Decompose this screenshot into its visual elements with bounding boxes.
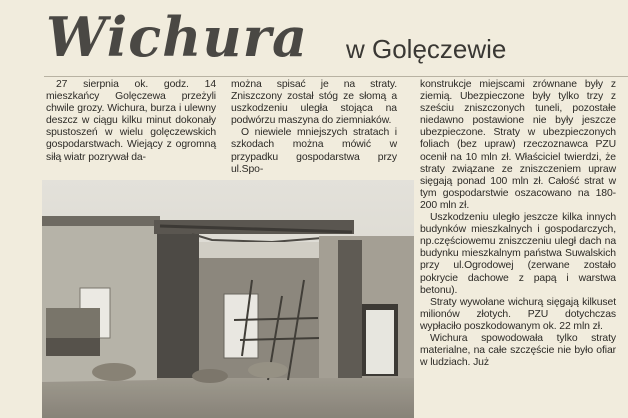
headline-secondary: w Golęczewie — [346, 34, 507, 64]
paragraph: Wichura spowodowała tylko straty materialne, na całe szczęście nie było ofiar w ludziach. Już — [420, 332, 616, 369]
article-column-2 — [231, 79, 397, 176]
paragraph: O niewiele mniejszych stratach i szkodach można mówić w przypadku gospodarstwa przy ul.Spo- — [231, 127, 397, 175]
paragraph: 27 sierpnia ok. godz. 14 mieszkańcy Golęczewa przeżyli chwile grozy. Wichura, burza i ulewny deszcz w ciągu kilku minut dokonały spustoszeń w wielu golęczewskich gospodarstwach. Wiejący z ogromną siłą wiatr pozrywał da- — [46, 79, 216, 163]
paragraph: konstrukcje miejscami zrównane były z ziemią. Ubezpieczone były tylko trzy z sześciu zniszczonych tuneli, pozostałe niedawno postawione nie były jeszcze ubezpieczone. Straty w ubezpieczonych foliach (bez upraw) rzeczoznawca PZU ocenił na 10 mln zł. Właściciel twierdzi, że straty związane ze zniszczeniem upraw sięgają ponad 100 mln zł. Całość strat w tym gospodarstwie oszacowano na 180- 200 mln zł. — [420, 79, 616, 211]
article-column-1 — [46, 79, 216, 164]
paragraph: Straty wywołane wichurą sięgają kilkuset milionów złotych. PZU dotychczas wypłaciło poszkodowanym ok. 22 mln zł. — [420, 296, 616, 332]
headline-main: Wichura — [46, 5, 309, 69]
headline-rule — [44, 76, 628, 77]
paragraph: Uszkodzeniu uległo jeszcze kilka innych budynków mieszkalnych i gospodarczych, np.częściowemu zniszczeniu uległ dach na budynku mieszkalnym państwa Suwalskich przy ul.Ogrodowej (zerwane zostało pokrycie dachowe z papą i warstwa betonu). — [420, 212, 616, 296]
damaged-building-photo — [42, 180, 414, 418]
article-photo — [42, 180, 414, 418]
article-column-3 — [420, 79, 616, 369]
paragraph: można spisać je na straty. Zniszczony został stóg ze słomą a uszkodzeniu uległa stojąca na podwórzu maszyna do ziemniaków. — [231, 79, 397, 127]
